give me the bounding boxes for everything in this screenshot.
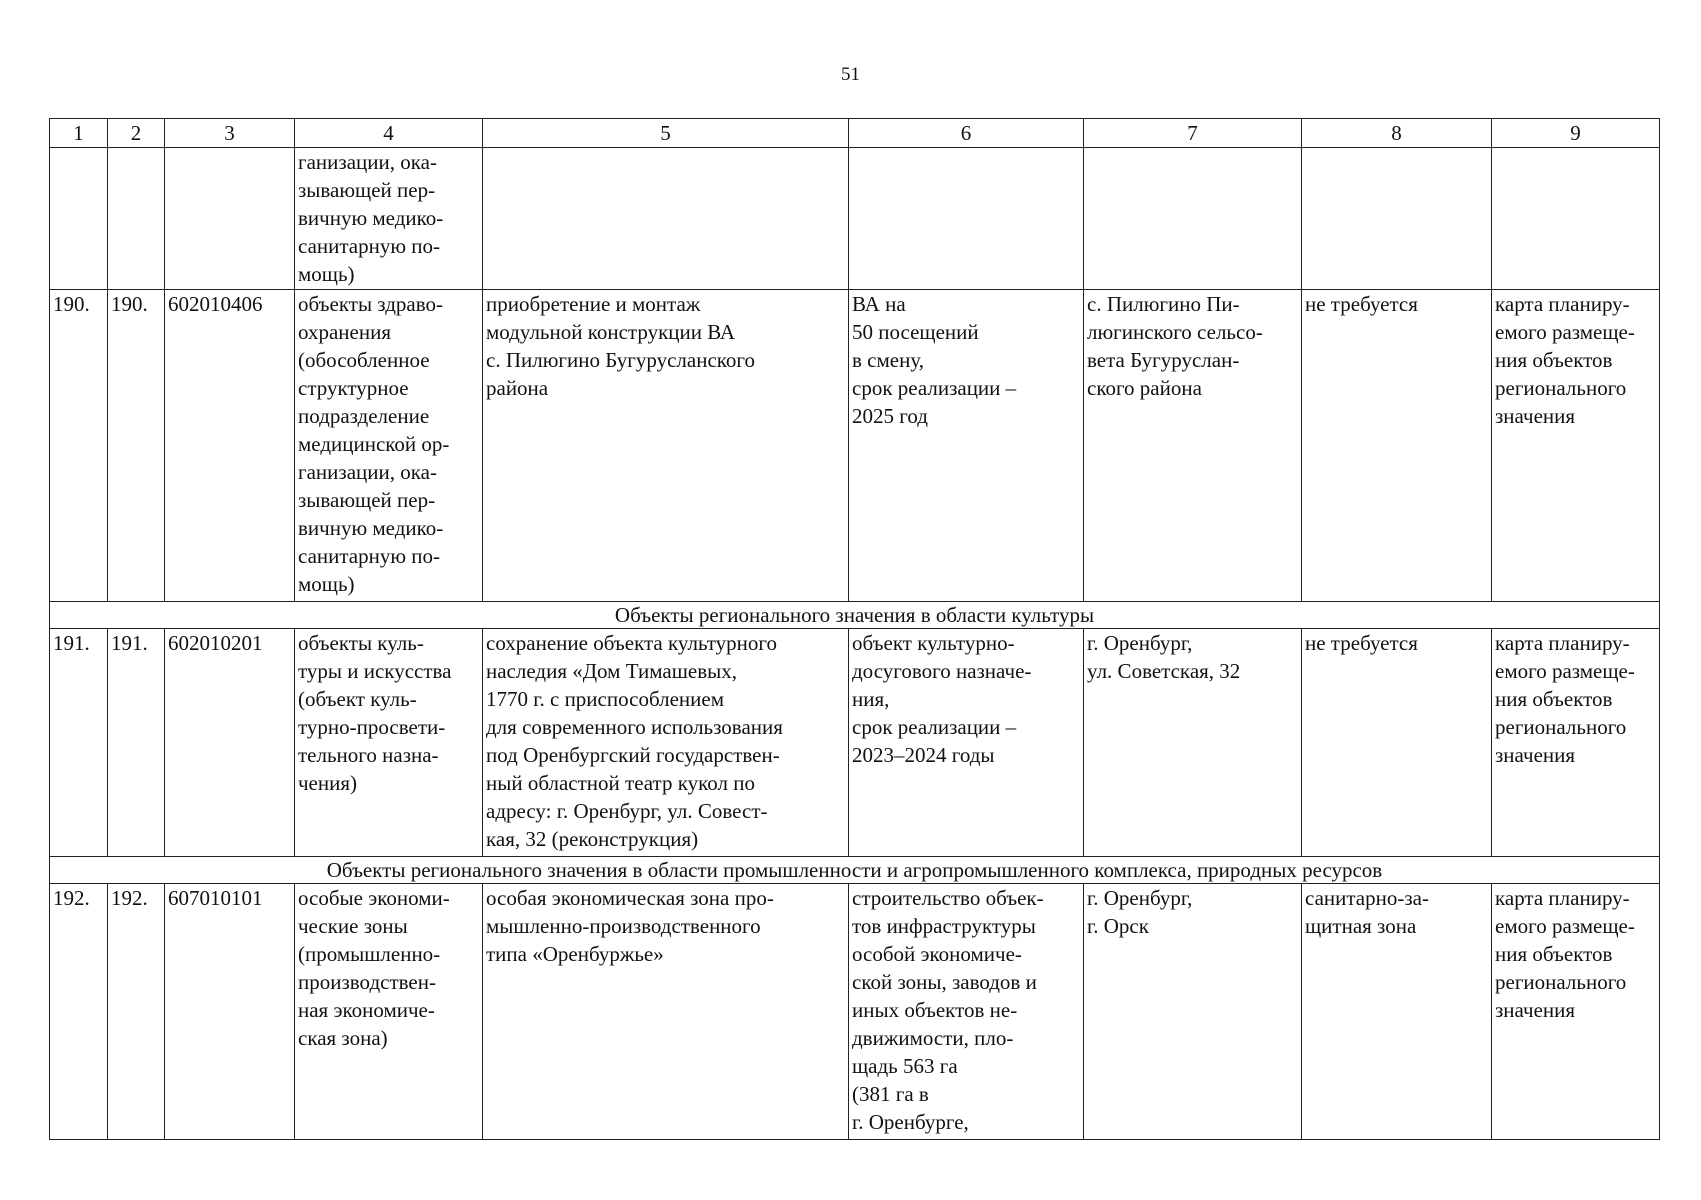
row-number-cell: 191. <box>50 629 108 857</box>
column-number-header-row <box>50 119 1660 148</box>
column-header: 7 <box>1084 119 1302 148</box>
section-title: Объекты регионального значения в области промышленности и агропромышленного комплекса, природных ресурсов <box>50 857 1660 884</box>
row-number-cell: 192. <box>50 884 108 1140</box>
object-type-cell: объекты здраво- охранения (обособленное структурное подразделение медицинской ор- ганизации, ока- зывающей пер- вичную медико- санитарную по- мощь) <box>295 290 483 602</box>
location-cell: г. Оренбург, г. Орск <box>1084 884 1302 1140</box>
row-number-cell: 192. <box>108 884 165 1140</box>
section-title: Объекты регионального значения в области культуры <box>50 602 1660 629</box>
table-cell <box>1302 148 1492 290</box>
map-reference-cell: карта планиру- емого размеще- ния объектов регионального значения <box>1492 629 1660 857</box>
location-cell: г. Оренбург, ул. Советская, 32 <box>1084 629 1302 857</box>
object-type-cell: особые экономи- ческие зоны (промышленно- производствен- ная экономиче- ская зона) <box>295 884 483 1140</box>
column-header: 4 <box>295 119 483 148</box>
object-code-cell: 607010101 <box>165 884 295 1140</box>
location-cell: с. Пилюгино Пи- люгинского сельсо- вета Бугуруслан- ского района <box>1084 290 1302 602</box>
zone-cell: санитарно-за- щитная зона <box>1302 884 1492 1140</box>
table-cell <box>108 148 165 290</box>
object-code-cell: 602010406 <box>165 290 295 602</box>
column-header: 5 <box>483 119 849 148</box>
row-number-cell: 191. <box>108 629 165 857</box>
row-number-cell: 190. <box>50 290 108 602</box>
column-header: 9 <box>1492 119 1660 148</box>
table-cell <box>1492 148 1660 290</box>
characteristics-cell: строительство объек- тов инфраструктуры особой экономиче- ской зоны, заводов и иных объектов не- движимости, пло- щадь 563 га (381 га в г. Оренбурге, <box>849 884 1084 1140</box>
table-cell <box>50 148 108 290</box>
table-cell <box>483 148 849 290</box>
table-cell: ганизации, ока- зывающей пер- вичную медико- санитарную по- мощь) <box>295 148 483 290</box>
object-type-cell: объекты куль- туры и искусства (объект куль- турно-просвети- тельного назна- чения) <box>295 629 483 857</box>
table-cell <box>165 148 295 290</box>
table-row-continued <box>50 148 1660 290</box>
table-row-191 <box>50 629 1660 857</box>
object-name-cell: особая экономическая зона про- мышленно-производственного типа «Оренбуржье» <box>483 884 849 1140</box>
map-reference-cell: карта планиру- емого размеще- ния объектов регионального значения <box>1492 290 1660 602</box>
column-header: 8 <box>1302 119 1492 148</box>
characteristics-cell: объект культурно- досугового назначе- ния, срок реализации – 2023–2024 годы <box>849 629 1084 857</box>
row-number-cell: 190. <box>108 290 165 602</box>
column-header: 6 <box>849 119 1084 148</box>
object-name-cell: приобретение и монтаж модульной конструкции ВА с. Пилюгино Бугурусланского района <box>483 290 849 602</box>
page-number: 51 <box>841 64 860 85</box>
column-header: 3 <box>165 119 295 148</box>
object-code-cell: 602010201 <box>165 629 295 857</box>
table-cell <box>849 148 1084 290</box>
zone-cell: не требуется <box>1302 290 1492 602</box>
object-name-cell: сохранение объекта культурного наследия «Дом Тимашевых, 1770 г. с приспособлением для современного использования под Оренбургский государствен- ный областной театр кукол по адресу: г. Оренбург, ул. Совест- кая, 32 (реконструкция) <box>483 629 849 857</box>
column-header: 1 <box>50 119 108 148</box>
table-row-192 <box>50 884 1660 1140</box>
section-header-culture <box>50 602 1660 629</box>
table-row-190 <box>50 290 1660 602</box>
document-table <box>49 118 1660 1140</box>
map-reference-cell: карта планиру- емого размеще- ния объектов регионального значения <box>1492 884 1660 1140</box>
section-header-industry <box>50 857 1660 884</box>
zone-cell: не требуется <box>1302 629 1492 857</box>
column-header: 2 <box>108 119 165 148</box>
table-cell <box>1084 148 1302 290</box>
characteristics-cell: ВА на 50 посещений в смену, срок реализации – 2025 год <box>849 290 1084 602</box>
